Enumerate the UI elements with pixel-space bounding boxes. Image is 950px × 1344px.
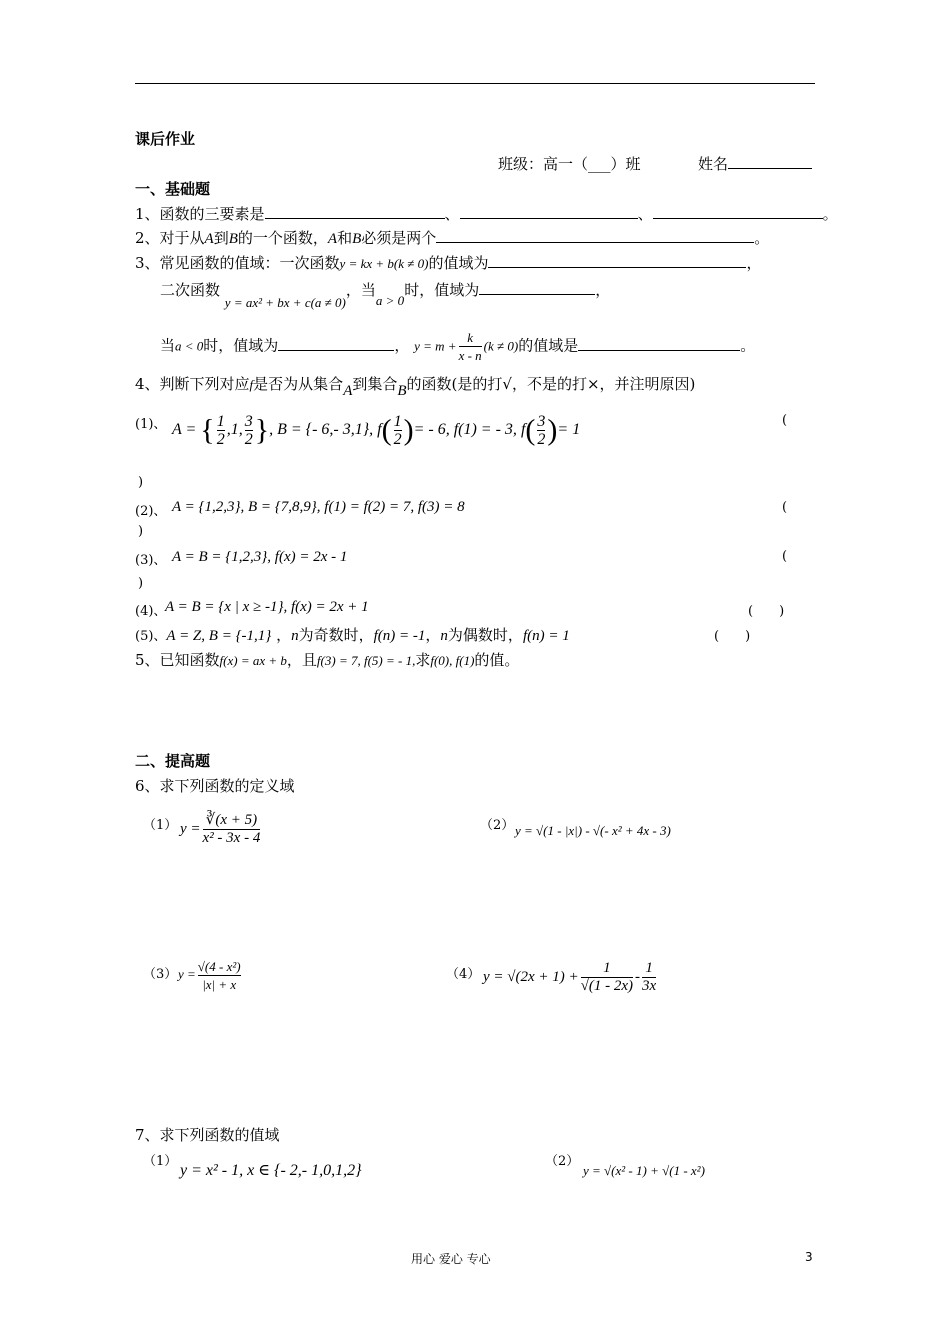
- q4-mid-2: 到集合: [352, 375, 398, 393]
- q6-part-2-expr: y = √(1 - |x|) - √(- x² + 4x - 3): [515, 823, 671, 838]
- q6-p3-denom: |x| + x: [198, 975, 241, 993]
- q6-p4-minus: -: [635, 968, 641, 985]
- q1-label: 1、函数的三要素是: [135, 205, 265, 223]
- item1-three-den: 2: [244, 431, 253, 448]
- q2-set-a: A: [204, 231, 214, 247]
- q4-f: f: [249, 377, 254, 392]
- q7-part-2-expr: y = √(x² - 1) + √(1 - x²): [583, 1163, 705, 1178]
- q3-inv-lhs: y = m +: [414, 338, 457, 354]
- q4-item-4-expr: A = B = {x | x ≥ -1}, f(x) = 2x + 1: [165, 599, 369, 615]
- q6-p4-lhs: y = √(2x + 1) +: [483, 968, 579, 985]
- item1-f3-frac: [537, 413, 545, 448]
- q5-vals: f(3) = 7, f(5) = - 1,: [316, 653, 416, 668]
- q7-part-1-num: （1）: [143, 1154, 178, 1169]
- q4-item-2-paren-open: (: [782, 500, 788, 515]
- item1-right-brace: }: [254, 413, 270, 447]
- q2-mid: 的一个函数，: [237, 229, 328, 247]
- q3-when-2: 当: [160, 336, 176, 355]
- question-2: [135, 227, 769, 248]
- q5-cond: ，且: [286, 651, 317, 669]
- q2-set-a2: A: [327, 231, 338, 247]
- item1-f3-den: 2: [537, 431, 546, 448]
- q4-item-3-expr: A = B = {1,2,3}, f(x) = 2x - 1: [172, 549, 348, 565]
- section2-heading: 二、提高题: [135, 752, 211, 770]
- q3-comma-2: ，: [595, 281, 611, 299]
- q6-p3-lhs: y =: [178, 966, 196, 982]
- question-3-line2: [160, 279, 611, 310]
- q6-p1-lhs: y =: [180, 820, 201, 837]
- q6-part-3-num: （3）: [143, 967, 178, 982]
- q1-blank-2: [460, 204, 638, 219]
- page-title: 课后作业: [135, 130, 196, 148]
- item1-f1-frac: [394, 413, 402, 448]
- item1-half-num: 1: [216, 413, 225, 430]
- q2-and: 和: [337, 229, 353, 247]
- q4-item-5: (5)、A = Z, B = {-1,1} ，n为奇数时，f(n) = -1，n为偶数时，f(n) = 1: [135, 626, 570, 644]
- q2-set-b2: B: [352, 231, 362, 247]
- q6-p1-fraction: [203, 812, 261, 847]
- q4-item-1-paren-open: (: [782, 413, 788, 428]
- q4-set-b: B: [397, 383, 407, 399]
- q3-quad-expr: y = ax² + bx + c(a ≠ 0): [224, 295, 346, 310]
- question-4: [135, 373, 696, 399]
- q4-item-1-num: (1)、: [135, 417, 167, 432]
- q4-item-5-fn2: f(n) = 1: [522, 628, 570, 644]
- question-3-line1: [135, 252, 762, 273]
- class-label: 班级：高一（___）班: [498, 155, 641, 173]
- q4-item-5-even: 为偶数时，: [447, 626, 523, 644]
- q6-part-1-expr: [180, 812, 262, 847]
- header-rule: [135, 83, 815, 84]
- q6-part-4-expr: [483, 960, 658, 995]
- q3-label: 3、常见函数的值域：一次函数: [135, 254, 340, 272]
- q1-sep-1: 、: [444, 205, 460, 223]
- item1-three-num: 3: [244, 413, 253, 430]
- q3-inv-fraction: [459, 329, 482, 364]
- q6-p4-frac-1: [581, 960, 633, 995]
- q6-part-2-num: （2）: [480, 818, 515, 833]
- question-7-label: 7、求下列函数的值域: [135, 1126, 280, 1144]
- item1-left-brace: {: [200, 413, 215, 447]
- q6-part-4-num: （4）: [446, 967, 481, 982]
- q4-item-4-num: (4)、: [135, 604, 167, 619]
- q2-blank: [436, 228, 754, 243]
- q5-targets: f(0), f(1): [430, 653, 475, 668]
- q4-set-a: A: [343, 383, 353, 399]
- q7-part-2-num: （2）: [545, 1154, 580, 1169]
- q6-p4-frac-2: [642, 960, 656, 995]
- q5-tail: 的值。: [474, 651, 520, 669]
- q3-shi-2: 时，值域为: [203, 336, 279, 355]
- q2-to: 到: [213, 229, 229, 247]
- q6-part-1-num: （1）: [143, 818, 178, 833]
- item1-a-lhs: A =: [172, 421, 197, 439]
- q3-blank-linear: [488, 253, 746, 268]
- q3-shi-1: 时，值域为: [404, 281, 480, 299]
- q4-item-3-paren-open: (: [782, 549, 788, 564]
- q3-cond-2: a < 0: [175, 338, 204, 354]
- q3-quad-label: 二次函数: [160, 281, 221, 299]
- q6-p4-f1-num: 1: [603, 960, 611, 976]
- name-label: 姓名: [698, 155, 729, 173]
- q2-label: 2、对于从: [135, 229, 205, 247]
- q6-p4-f2-num: 1: [645, 960, 653, 976]
- q4-item-5-paren: ( ): [714, 629, 751, 644]
- q5-ask: 求: [415, 651, 431, 669]
- q6-p3-numer: √(4 - x²): [197, 959, 241, 974]
- q7-part-1-expr: y = x² - 1, x ∈ {- 2,- 1,0,1,2}: [180, 1162, 362, 1179]
- q1-blank-1: [265, 204, 445, 219]
- question-6-label: 6、求下列函数的定义域: [135, 777, 295, 795]
- q3-end: 。: [740, 336, 756, 355]
- item1-f2: f(1) = - 3,: [453, 421, 517, 439]
- q6-part-3-expr: [178, 958, 243, 993]
- q6-p1-denom: x² - 3x - 4: [202, 830, 261, 846]
- q6-p4-f2-den: 3x: [642, 978, 657, 994]
- item1-f1-num: 1: [393, 413, 402, 430]
- q4-item-5-n1: n: [291, 628, 299, 644]
- q3-inv-den: x - n: [458, 348, 482, 363]
- q3-when-1: ，当: [345, 281, 376, 299]
- q4-item-5-num: (5)、: [135, 629, 167, 644]
- q4-item-5-odd: 为奇数时，: [298, 626, 374, 644]
- item1-f1-den: 2: [393, 431, 402, 448]
- q1-end: 。: [822, 205, 838, 223]
- q1-blank-3: [653, 204, 823, 219]
- q3-blank-a-pos: [479, 280, 595, 295]
- q4-tail: 的函数(是的打√，不是的打×，并注明原因): [406, 375, 696, 393]
- item1-one: ,1,: [226, 421, 243, 439]
- q3-blank-inv: [578, 336, 740, 351]
- q3-blank-a-neg: [278, 336, 394, 351]
- item1-half: [217, 413, 225, 448]
- item1-f3: f: [520, 421, 526, 439]
- q4-item-5-n2: n: [440, 628, 448, 644]
- q6-p4-f1-den: √(1 - 2x): [580, 978, 634, 994]
- item1-eq1: = - 6,: [413, 421, 450, 439]
- page-number: 3: [805, 1250, 813, 1264]
- q2-end: 。: [754, 229, 770, 247]
- item1-three-half: [245, 413, 253, 448]
- item1-f1: f: [377, 421, 382, 439]
- q3-inv-tail: 的值域是: [518, 336, 579, 355]
- question-5: [135, 649, 519, 670]
- q4-item-3-paren-close: ): [138, 576, 144, 591]
- question-3-line3: 当a < 0时，值域为 ， y = m + $\frac{k}{x - n}$ (k ≠ 0)的值域是 。: [160, 330, 756, 363]
- q4-label: 4、判断下列对应: [135, 375, 250, 393]
- q6-p3-fraction: [198, 958, 241, 993]
- q6-p1-numer: ∛(x + 5): [205, 812, 258, 828]
- q4-item-5-expr: A = Z, B = {-1,1}: [166, 628, 272, 644]
- item1-b-part: , B = {- 6,- 3,1},: [269, 421, 374, 439]
- q3-inv-cond: (k ≠ 0): [483, 338, 519, 354]
- q4-mid-1: 是否为从集合: [253, 375, 344, 393]
- item1-eq3: = 1: [557, 421, 581, 439]
- q5-label: 5、已知函数: [135, 651, 220, 669]
- section1-heading: 一、基础题: [135, 180, 211, 198]
- q5-fx: f(x) = ax + b: [219, 653, 287, 668]
- name-blank: [728, 154, 812, 169]
- q4-item-3-num: (3)、: [135, 553, 167, 568]
- q3-linear-expr: y = kx + b(k ≠ 0): [339, 256, 429, 271]
- item1-half-den: 2: [216, 431, 225, 448]
- question-1: [135, 203, 838, 224]
- q4-item-2-paren-close: ): [138, 524, 144, 539]
- footer-motto: 用心 爱心 专心: [411, 1252, 491, 1266]
- q4-item-4-paren: ( ): [748, 604, 785, 619]
- item1-f3-num: 3: [537, 413, 546, 430]
- q4-item-1-expr: A = { $\frac{1}{2}$ ,1, $\frac{3}{2}$ }, B = {- 6,- 3,1}, f( $\frac{1}{2}$ )= - 6, f(1) = - 3, f( $\frac{3}{2}$ )= 1: [172, 413, 581, 448]
- q2-tail: 必须是两个: [361, 229, 437, 247]
- q3-cond-1: a > 0: [375, 293, 405, 308]
- q3-comma: ，: [746, 254, 762, 272]
- q4-item-2-num: (2)、: [135, 504, 167, 519]
- q2-set-b: B: [228, 231, 238, 247]
- q3-inv-num: k: [467, 330, 473, 345]
- q4-item-1-paren-close: ): [138, 475, 144, 490]
- q1-sep-2: 、: [637, 205, 653, 223]
- q4-item-5-fn1: f(n) = -1: [373, 628, 426, 644]
- name-field: [698, 153, 812, 174]
- q3-linear-tail: 的值域为: [428, 254, 489, 272]
- q4-item-5-comma: ，: [425, 626, 441, 644]
- q4-item-2-expr: A = {1,2,3}, B = {7,8,9}, f(1) = f(2) = 7, f(3) = 8: [172, 499, 465, 515]
